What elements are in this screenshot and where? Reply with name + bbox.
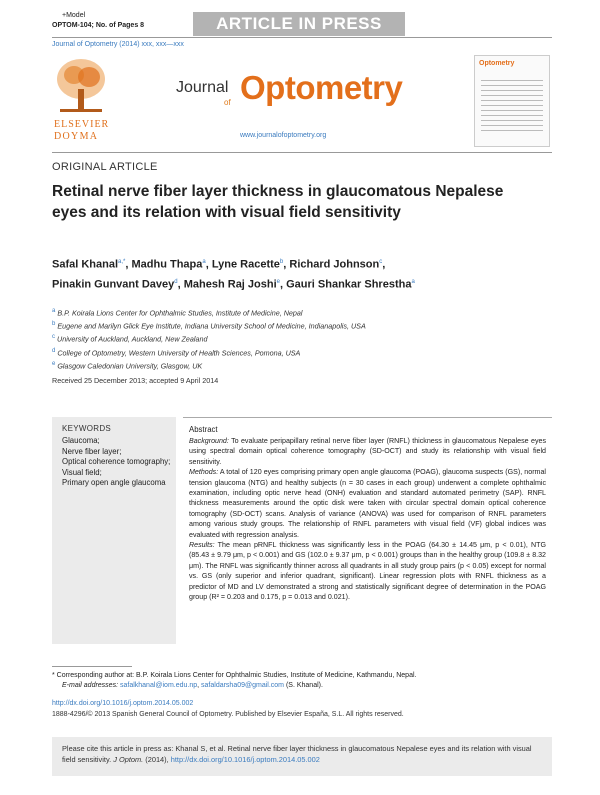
author-sup[interactable]: a [202,259,206,265]
journal-cover-thumbnail [474,55,550,147]
affiliation-item [52,319,366,332]
cite-prefix: Please cite this article in press as: Khanal S, et al. Retinal nerve fiber layer thickness in glaucomatous Nepalese eyes and its relation with visual field sensitivity. [62,744,532,764]
keyword-item: Glaucoma; [62,436,100,445]
author-name: Richard Johnson [289,258,380,271]
affiliation-text: University of Auckland, Auckland, New Zealand [57,334,208,344]
affiliation-sup: d [52,347,56,354]
affiliation-item [52,332,366,345]
cite-doi-link[interactable]: http://dx.doi.org/10.1016/j.optom.2014.05.002 [170,755,320,764]
manuscript-id: OPTOM-104; No. of Pages 8 [52,22,145,29]
author-sup[interactable]: a,* [118,259,126,265]
keyword-item: Optical coherence tomography; [62,457,171,466]
author-name: Safal Khanal [52,258,119,271]
journal-masthead [52,55,552,149]
keyword-item: Nerve fiber layer; [62,446,122,456]
cite-year: (2014), [143,755,171,764]
email-label: E-mail addresses: [62,682,119,689]
journal-url-link[interactable]: www.journalofoptometry.org [240,132,327,139]
author-sup[interactable]: a [411,278,415,285]
corresponding-author-note [52,671,542,691]
model-label: +Model [62,12,86,19]
affiliation-item [52,359,366,372]
abstract-background-label: Background: [189,437,229,445]
footnote-rule [52,666,132,667]
publisher-subname: DOYMA [54,131,99,142]
author-sup[interactable]: d [174,278,178,285]
affiliation-sup: c [52,334,55,341]
affiliation-item [52,346,366,359]
journal-of: of [224,98,231,107]
author-sup[interactable]: e [276,278,280,285]
affiliation-sup: a [52,308,56,314]
author-list: Safal Khanal$^{a,*}$, Madhu Thapa$^a$, Lyne Racette$^b$, Richard Johnson$^c$, Pinakin Gunvant Davey$^d$, Mahesh Raj Joshi$^e$, Gauri Shankar Shrestha$^a$ [52,258,415,291]
affiliation-text: B.P. Koirala Lions Center for Ophthalmic Studies, Institute of Medicine, Nepal [57,308,303,318]
journal-citation: Journal of Optometry (2014) xxx, xxx—xxx [52,41,184,48]
cite-journal: J Optom. [113,755,144,764]
author-name: Pinakin Gunvant Davey [52,278,175,291]
affiliation-text: Eugene and Marilyn Glick Eye Institute, Indiana University School of Medicine, Indianapolis, USA [57,321,366,331]
cover-title: Optometry [479,60,515,67]
abstract-title: Abstract [189,425,218,434]
abstract-background: To evaluate peripapillary retinal nerve fiber layer (RNFL) thickness in glaucomatous Nepalese eyes using spectral domain optical coherence tomography (SD-OCT) and study its relationship with visual field sensitivity. [189,437,546,466]
author-sup[interactable]: c [379,259,383,265]
article-title: Retinal nerve fiber layer thickness in glaucomatous Nepalese eyes and its relation with visual field sensitivity [52,183,504,221]
author-sup[interactable]: b [279,259,284,265]
affiliation-list [52,306,366,372]
author-name: Lyne Racette [211,258,280,271]
cite-text [62,743,546,765]
affiliation-sup: b [52,321,56,328]
email-line [52,681,542,691]
publisher-name: ELSEVIER [54,119,110,130]
corresponding-author: * Corresponding author at: B.P. Koirala Lions Center for Ophthalmic Studies, Institute of Medicine, Kathmandu, Nepal. [52,672,417,679]
article-in-press-banner: ARTICLE IN PRESS [193,12,405,36]
affiliation-sup: e [52,360,56,367]
journal-word: Journal [176,79,229,96]
keywords-box [52,417,176,644]
header-rule [52,37,552,38]
cover-lines [475,76,549,135]
copyright-line: 1888-4296/© 2013 Spanish General Council of Optometry. Published by Elsevier España, S.L. All rights reserved. [52,711,404,718]
affiliation-text: College of Optometry, Western University of Health Sciences, Pomona, USA [57,347,301,357]
abstract-methods: A total of 120 eyes comprising primary open angle glaucoma (POAG), glaucoma suspects (GS), normal tension glaucoma (NTG) and healthy subjects (n = 30 cases in each group) underwent a complete ophthalmic examination, including optic nerve head (ONH) evaluation and standard automated perimetry (SAP). RNFL thickness measurements around the optic disk were taken with circular spectral domain optical coherence tomography (SD-OCT) scans. Analysis of variance (ANOVA) was used for comparison of RNFL parameters among various study groups. The relationship of RNFL parameters with visual field (VF) global indices was evaluated with regression analysis. [189,468,546,539]
keywords-list [62,436,172,489]
section-rule [52,152,552,153]
keyword-item: Visual field; [62,467,102,477]
abstract-methods-label: Methods: [189,468,219,477]
article-type: ORIGINAL ARTICLE [52,161,158,173]
abstract-results: The mean pRNFL thickness was significantly less in the POAG (64.30 ± 14.45 μm, p < 0.01), NTG (85.43 ± 9.79 μm, p < 0.001) and GS (102.0 ± 9.37 μm, p < 0.001) groups than in the healthy group (109.8 ± 8.32 μm). The RNFL was significantly thinner across all quadrants in all study group pairs (p < 0.05) except for normal vs. GS (only superior and inferior quadrant, significant). Linear regression plots with RNFL thickness as a predictor of MD and LV demonstrated a strong and statistically significant degree of determination in the POAG group (R² = 0.203 and 0.175, p = 0.013 and 0.021). [189,541,546,602]
author-name: Madhu Thapa [131,258,203,271]
email-tail: (S. Khanal). [284,682,323,689]
doi-link[interactable]: http://dx.doi.org/10.1016/j.optom.2014.05.002 [52,700,194,707]
abstract-results-label: Results: [189,541,215,550]
abstract-body [189,436,546,603]
affiliation-item [52,306,366,319]
cite-box [52,737,552,776]
email-separator: , [197,682,202,689]
affiliation-text: Glasgow Caledonian University, Glasgow, UK [57,361,203,371]
author-name: Gauri Shankar Shrestha [286,278,412,291]
author-name: Mahesh Raj Joshi [183,278,277,291]
keyword-item: Primary open angle glaucoma [62,478,166,487]
email-link[interactable]: safalkhanal@iom.edu.np [119,682,198,689]
email-link[interactable]: safaldarsha09@gmail.com [201,682,285,689]
received-dates: Received 25 December 2013; accepted 9 April 2014 [52,376,219,385]
elsevier-tree-icon [52,55,110,115]
journal-name: Optometry [240,69,403,106]
keywords-title: KEYWORDS [62,424,112,433]
abstract-box [183,417,552,645]
